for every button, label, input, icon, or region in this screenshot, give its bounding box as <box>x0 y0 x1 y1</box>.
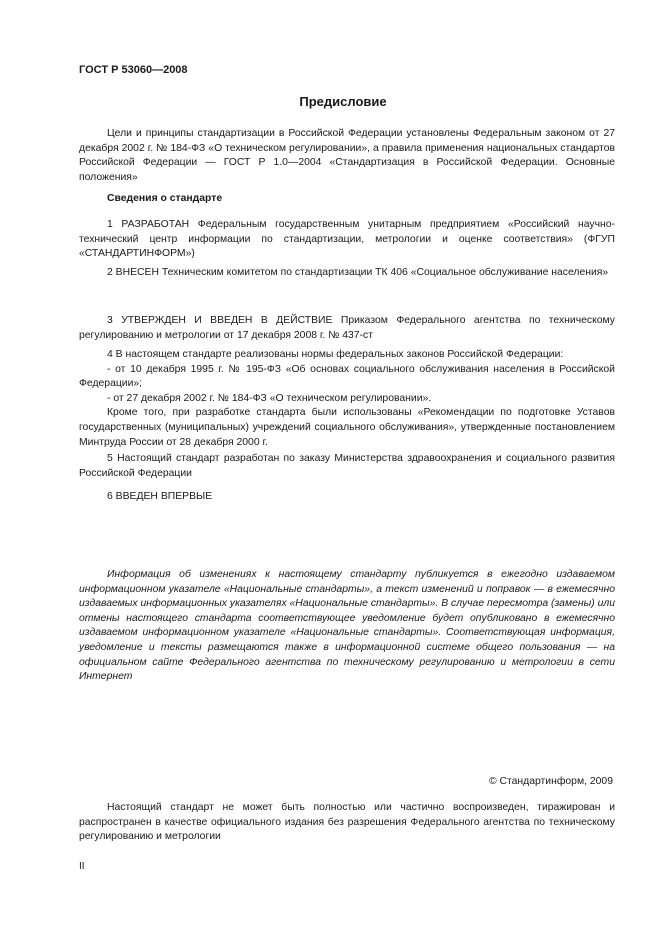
copyright: © Стандартинформ, 2009 <box>488 776 613 787</box>
section-heading: Сведения о стандарте <box>107 193 223 204</box>
item-6-text: 6 ВВЕДЕН ВПЕРВЫЕ <box>107 491 213 502</box>
intro-text: Цели и принципы стандартизации в Российской Федерации установлены Федеральным законом от 27 декабря 2002 г. № 184-ФЗ «О техническом регулировании», а правила применения национальных стандартов Российской Федерации — ГОСТ Р 1.0—2004 «Стандартизация в Российской Федерации. Основные положения» <box>79 128 615 183</box>
item-5-text: 5 Настоящий стандарт разработан по заказу Министерства здравоохранения и социального развития Российской Федерации <box>79 453 615 479</box>
item-4 <box>79 348 615 450</box>
change-notice-text: Информация об изменениях к настоящему стандарту публикуется в ежегодно издаваемом информационном указателе «Национальные стандарты», а текст изменений и поправок — в ежемесячно издаваемых информационных указателях «Национальные стандарты». В случае пересмотра (замены) или отмены настоящего стандарта соответствующее уведомление будет опубликовано в ежемесячно издаваемом информационном указателе «Национальные стандарты». Соответствующая информация, уведомление и тексты размещаются также в информационной системе общего пользования — на официальном сайте Федерального агентства по техническому регулированию и метрологии в сети Интернет <box>79 569 615 683</box>
item-2-text: 2 ВНЕСЕН Техническим комитетом по стандартизации ТК 406 «Социальное обслуживание населения» <box>107 267 609 278</box>
item-3-text: 3 УТВЕРЖДЕН И ВВЕДЕН В ДЕЙСТВИЕ Приказом Федерального агентства по техническому регулированию и метрологии от 17 декабря 2008 г. № 437-ст <box>79 315 615 341</box>
item-4-bullet-2: - от 27 декабря 2002 г. № 184-ФЗ «О техническом регулировании». <box>107 392 432 404</box>
item-3 <box>79 314 615 343</box>
item-6 <box>79 490 615 505</box>
page-title: Предисловие <box>299 94 387 109</box>
item-1 <box>79 218 615 262</box>
item-1-text: 1 РАЗРАБОТАН Федеральным государственным унитарным предприятием «Российский научно-технический центр информации по стандартизации, метрологии и оценке соответствия» (ФГУП «СТАНДАРТИНФОРМ») <box>79 219 615 260</box>
item-4-bullet-1: - от 10 декабря 1995 г. № 195-ФЗ «Об основах социального обслуживания населения в Российской Федерации»; <box>79 363 615 390</box>
item-2 <box>79 266 615 281</box>
change-notice <box>79 568 615 685</box>
reproduction-text: Настоящий стандарт не может быть полностью или частично воспроизведен, тиражирован и распространен в качестве официального издания без разрешения Федерального агентства по техническому регулированию и метрологии <box>79 802 615 843</box>
page-number: II <box>79 861 85 872</box>
standard-code: ГОСТ Р 53060—2008 <box>79 64 188 76</box>
item-4-lead: 4 В настоящем стандарте реализованы нормы федеральных законов Российской Федерации: <box>107 349 564 360</box>
item-4-extra: Кроме того, при разработке стандарта были использованы «Рекомендации по подготовке Уставов государственных (муниципальных) учреждений социального обслуживания», утвержденные постановлением Минтруда России от 28 декабря 2000 г. <box>79 407 615 448</box>
intro-paragraph <box>79 127 615 185</box>
reproduction-notice <box>79 801 615 845</box>
item-5 <box>79 452 615 481</box>
